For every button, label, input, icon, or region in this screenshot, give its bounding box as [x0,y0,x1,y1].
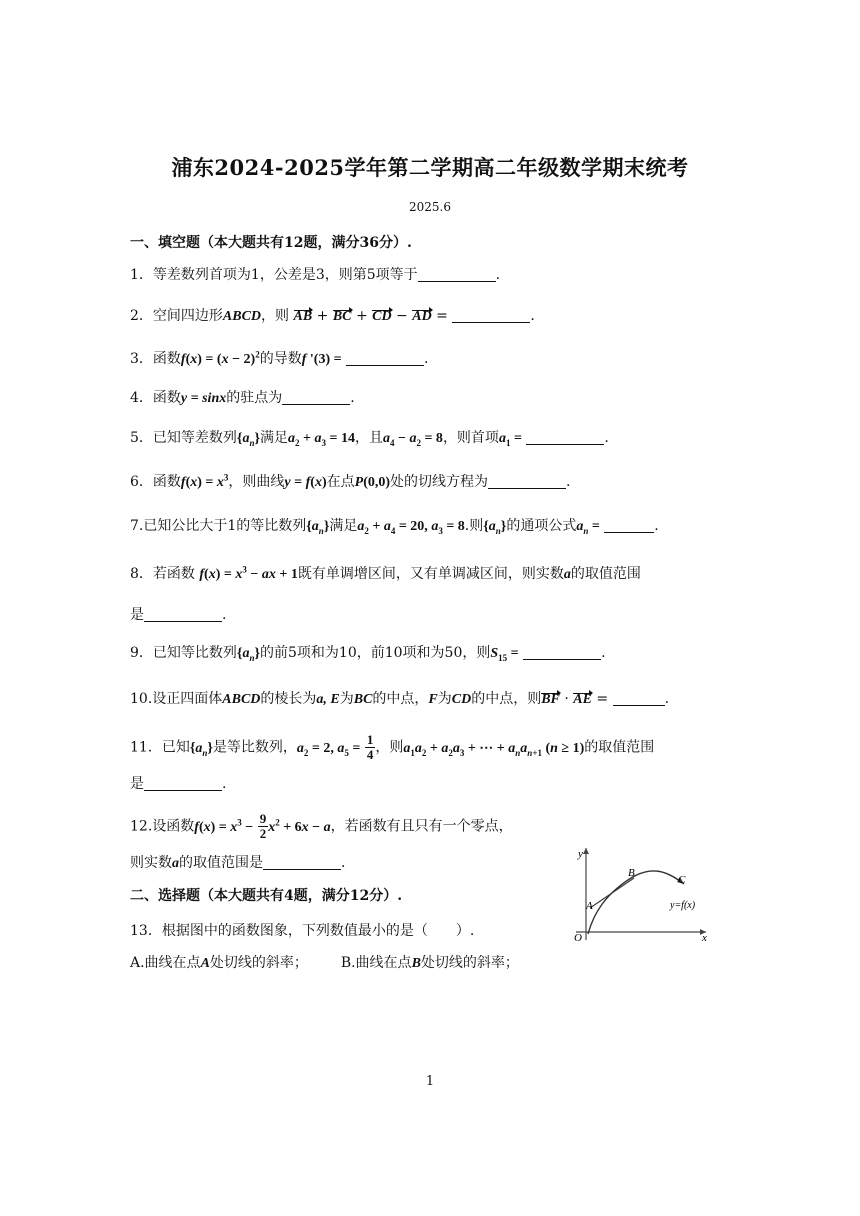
question-13-options: A.曲线在点A处切线的斜率； B.曲线在点B处切线的斜率； [130,955,519,971]
label-origin: O [574,932,582,942]
question-9: 9．已知等比数列$\{a_n\}$的前5项和为10，前10项和为50，则$S_{15}$ = . [130,645,606,663]
question-12-line2: 则实数a的取值范围是 . [130,855,346,871]
question-13: 13．根据图中的函数图象，下列数值最小的是（ ）. [130,923,475,939]
question-2: 2．空间四边形ABCD，则 AB + BC + CD − AD = . [130,308,535,324]
label-x: x [702,932,707,942]
answer-blank [526,430,604,445]
answer-blank [144,607,222,622]
answer-blank [452,308,530,323]
question-4: 4．函数y = sinx的驻点为 . [130,390,355,406]
label-point-b: B [628,867,635,879]
page-number: 1 [425,1074,435,1089]
answer-blank [613,691,665,706]
exam-date: 2025.6 [409,200,451,214]
question-7: 7.已知公比大于1的等比数列$\{a_n\}$满足$a_2 + a_4 = 20$, $a_3 = 8$.则$\{a_n\}$的通项公式$a_n$ = . [130,518,659,536]
y-axis-arrow [583,848,589,854]
answer-blank [346,351,424,366]
question-12: 12.设函数$f(x) = x^3$ − $\frac{9}{2}$ $x^2 + 6x - a$，若函数有且只有一个零点， [130,811,513,841]
question-8-line2: 是 . [130,607,227,623]
function-graph-figure [566,842,716,942]
question-5: 5．已知等差数列$\{a_n\}$满足$a_2 + a_3 = 14$，且$a_4 - a_2 = 8$，则首项$a_1$ = . [130,430,609,448]
question-11-line2: 是 . [130,776,227,792]
answer-blank [282,390,350,405]
question-8: 8．若函数 $f(x) = x^3$ − ax + 1既有单调增区间，又有单调减区间，则实数a的取值范围 [130,564,641,582]
question-10: 10.设正四面体ABCD的棱长为a, E为BC的中点，F为CD的中点，则BF · AE = . [130,691,670,707]
answer-blank [263,855,341,870]
question-6: 6．函数$f(x) = x^3$，则曲线y = f(x)在点P(0,0)处的切线方程为 . [130,472,571,490]
question-11: 11．已知$\{a_n\}$是等比数列，$a_2 = 2$, $a_5$ = $\frac{1}{4}$ ，则$a_1a_2 + a_2a_3$ + ⋯ + $a_na_{n+1}$ (n ≥ 1)的取值范围 [130,732,655,762]
label-point-c: C [678,874,686,886]
label-point-a: A [586,900,593,912]
page-title: 浦东2024-2025学年第二学期高二年级数学期末统考 [171,155,689,180]
secant-ab [590,878,634,908]
answer-blank [604,518,654,533]
label-y: y [578,848,583,860]
answer-blank [523,645,601,660]
section-fill-blank-heading: 一、填空题（本大题共有12题，满分36分）. [130,235,412,251]
curve-label: y=f(x) [670,900,696,911]
answer-blank [488,474,566,489]
question-1: 1．等差数列首项为1，公差是3，则第5项等于 . [130,267,501,283]
question-3: 3．函数$f(x) = (x - 2)^2$的导数f '(3) = . [130,349,429,367]
answer-blank [418,267,496,282]
section-choice-heading: 二、选择题（本大题共有4题，满分12分）. [130,888,403,904]
answer-blank [144,776,222,791]
